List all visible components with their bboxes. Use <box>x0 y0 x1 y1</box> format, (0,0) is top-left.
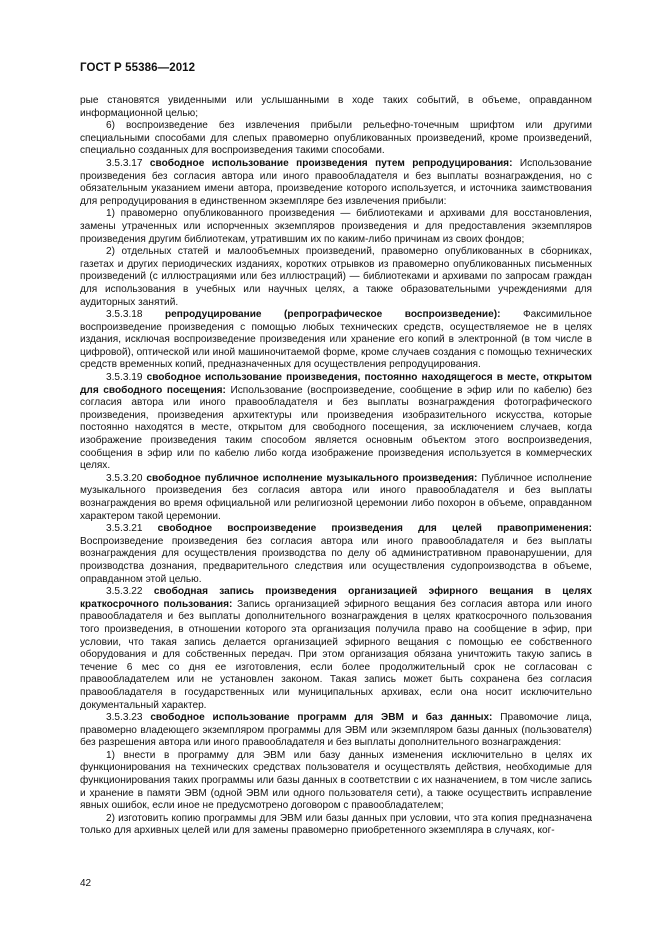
paragraph-text: 1) внести в программу для ЭВМ или базу данных изменения исключительно в целях их функционирования на технических средствах пользователя и осуществлять действия, необходимые для функционирования таких программы или базы данных в соответствии с их назначением, в том числе запись и хранение в памяти ЭВМ (одной ЭВМ или одного пользователя сети), а также осуществить исправление явных ошибок, если иное не предусмотрено договором с правообладателем; <box>80 749 592 812</box>
term-entry <box>80 586 592 712</box>
page-number: 42 <box>80 878 92 889</box>
term-definition: Использование произведения без согласия автора или иного правообладателя и без выплаты вознаграждения, но с обязательным указанием имени автора, произведение которого используется, и источника заимствования для репродуцирования в единственном экземпляре без извлечения прибыли: <box>80 157 592 207</box>
term-entry <box>80 712 592 750</box>
term-entry <box>80 473 592 523</box>
paragraph-text: 2) отдельных статей и малообъемных произведений, правомерно опубликованных в сборниках, газетах и других периодических изданиях, коротких отрывков из правомерно опубликованных письменных произведений (с иллюстрациями или без иллюстраций) — библиотеками и архивами по запросам граждан для использования в учебных или научных целях, а также образовательными учреждениями для аудиторных занятий. <box>80 246 592 308</box>
term-entry <box>80 158 592 208</box>
term-entry <box>80 372 592 473</box>
term-entry <box>80 309 592 372</box>
term-entry <box>80 523 592 586</box>
paragraph <box>80 120 592 158</box>
list-item <box>80 813 592 838</box>
term-definition: Запись организацией эфирного вещания без согласия автора или иного правообладателя и без выплаты дополнительного вознаграждения в целях краткосрочного пользования того произведения, в отношении которого эта организация получила право на сообщение в эфир, при условии, что такая запись делается организацией эфирного вещания с помощью ее собственного оборудования и для собственных передач. При этом организация обязана уничтожить такую запись в течение 6 мес со дня ее изготовления, если более продолжительный срок не согласован с правообладателем или не установлен законом. Такая запись может быть сохранена без согласия правообладателя в государственных или муниципальных архивах, если она носит исключительно документальный характер. <box>80 598 592 711</box>
document-body <box>80 95 592 838</box>
term-title: свободное использование программ для ЭВМ и баз данных: <box>150 712 493 724</box>
paragraph <box>80 95 592 120</box>
term-title: репродуцирование (репрографическое воспроизведение): <box>164 309 501 321</box>
document-header: ГОСТ Р 55386—2012 <box>80 62 196 74</box>
term-title: свободное использование произведения, постоянно находящегося в месте, открытом для свободного посещения: <box>80 372 592 396</box>
paragraph-text: 6) воспроизведение без извлечения прибыли рельефно-точечным шрифтом или другими специальными способами для слепых правомерно опубликованных произведений, кроме произведений, специально созданных для воспроизведения такими способами. <box>80 120 592 157</box>
term-definition: Использование (воспроизведение, сообщение в эфир или по кабелю) без согласия автора или иного правообладателя и без выплаты вознаграждения фотографического произведения, произведения архитектуры или произведения изобразительного искусства, которые постоянно находятся в месте, открытом для свободного посещения, за исключением случаев, когда изображение произведения таким способом является основным объектом этого воспроизведения, сообщения в эфир или по кабелю либо когда изображение произведения используется в коммерческих целях. <box>80 384 592 472</box>
term-number: 3.5.3.21 <box>106 523 143 535</box>
term-number: 3.5.3.22 <box>106 586 143 598</box>
term-number: 3.5.3.23 <box>106 712 143 724</box>
term-title: свободное использование произведения путем репродуцирования: <box>149 157 513 169</box>
term-number: 3.5.3.17 <box>106 157 143 169</box>
list-item <box>80 750 592 813</box>
list-item <box>80 208 592 246</box>
term-title: свободное публичное исполнение музыкального произведения: <box>146 472 478 484</box>
list-item <box>80 246 592 309</box>
term-definition: Воспроизведение произведения без согласия автора или иного правообладателя и без выплаты вознаграждения для осуществления производства по делу об административном правонарушении, для производства дознания, предварительного следствия или осуществления судопроизводства в объеме, оправданном этой целью. <box>80 535 592 585</box>
term-number: 3.5.3.20 <box>106 472 143 484</box>
paragraph-text: 1) правомерно опубликованного произведения — библиотеками и архивами для восстановления, замены утраченных или испорченных экземпляров произведения и для предоставления экземпляров произведения другим библиотекам, утратившим их по каким-либо причинам из своих фондов; <box>80 208 592 245</box>
term-number: 3.5.3.18 <box>106 309 143 321</box>
term-title: свободное воспроизведение произведения для целей правоприменения: <box>157 523 592 535</box>
term-definition: Факсимильное воспроизведение произведения с помощью любых технических средств, осуществляемое не в целях издания, исключая воспроизведение произведения или хранение его копий в электронной (в том числе в цифровой), оптической или иной машиночитаемой форме, кроме случаев создания с помощью технических средств временных копий, предназначенных для осуществления репродуцирования. <box>80 309 593 371</box>
term-definition: Правомочие лица, правомерно владеющего экземпляром программы для ЭВМ или экземпляром базы данных (пользователя) без разрешения автора или иного правообладателя и без выплаты дополнительного вознаграждения: <box>80 712 592 749</box>
term-title: свободная запись произведения организацией эфирного вещания в целях краткосрочного пользования: <box>80 586 592 610</box>
term-number: 3.5.3.19 <box>106 372 143 384</box>
paragraph-text: 2) изготовить копию программы для ЭВМ или базы данных при условии, что эта копия предназначена только для архивных целей или для замены правомерно приобретенного экземпляра в случаях, ког- <box>80 812 592 837</box>
term-definition: Публичное исполнение музыкального произведения без согласия автора или иного правообладателя и без выплаты вознаграждения во время официальной или религиозной церемонии либо похорон в объеме, оправданном характером такой церемонии. <box>80 472 593 522</box>
paragraph-text: рые становятся увиденными или услышанными в ходе таких событий, в объеме, оправданном информационной целью; <box>80 95 592 119</box>
